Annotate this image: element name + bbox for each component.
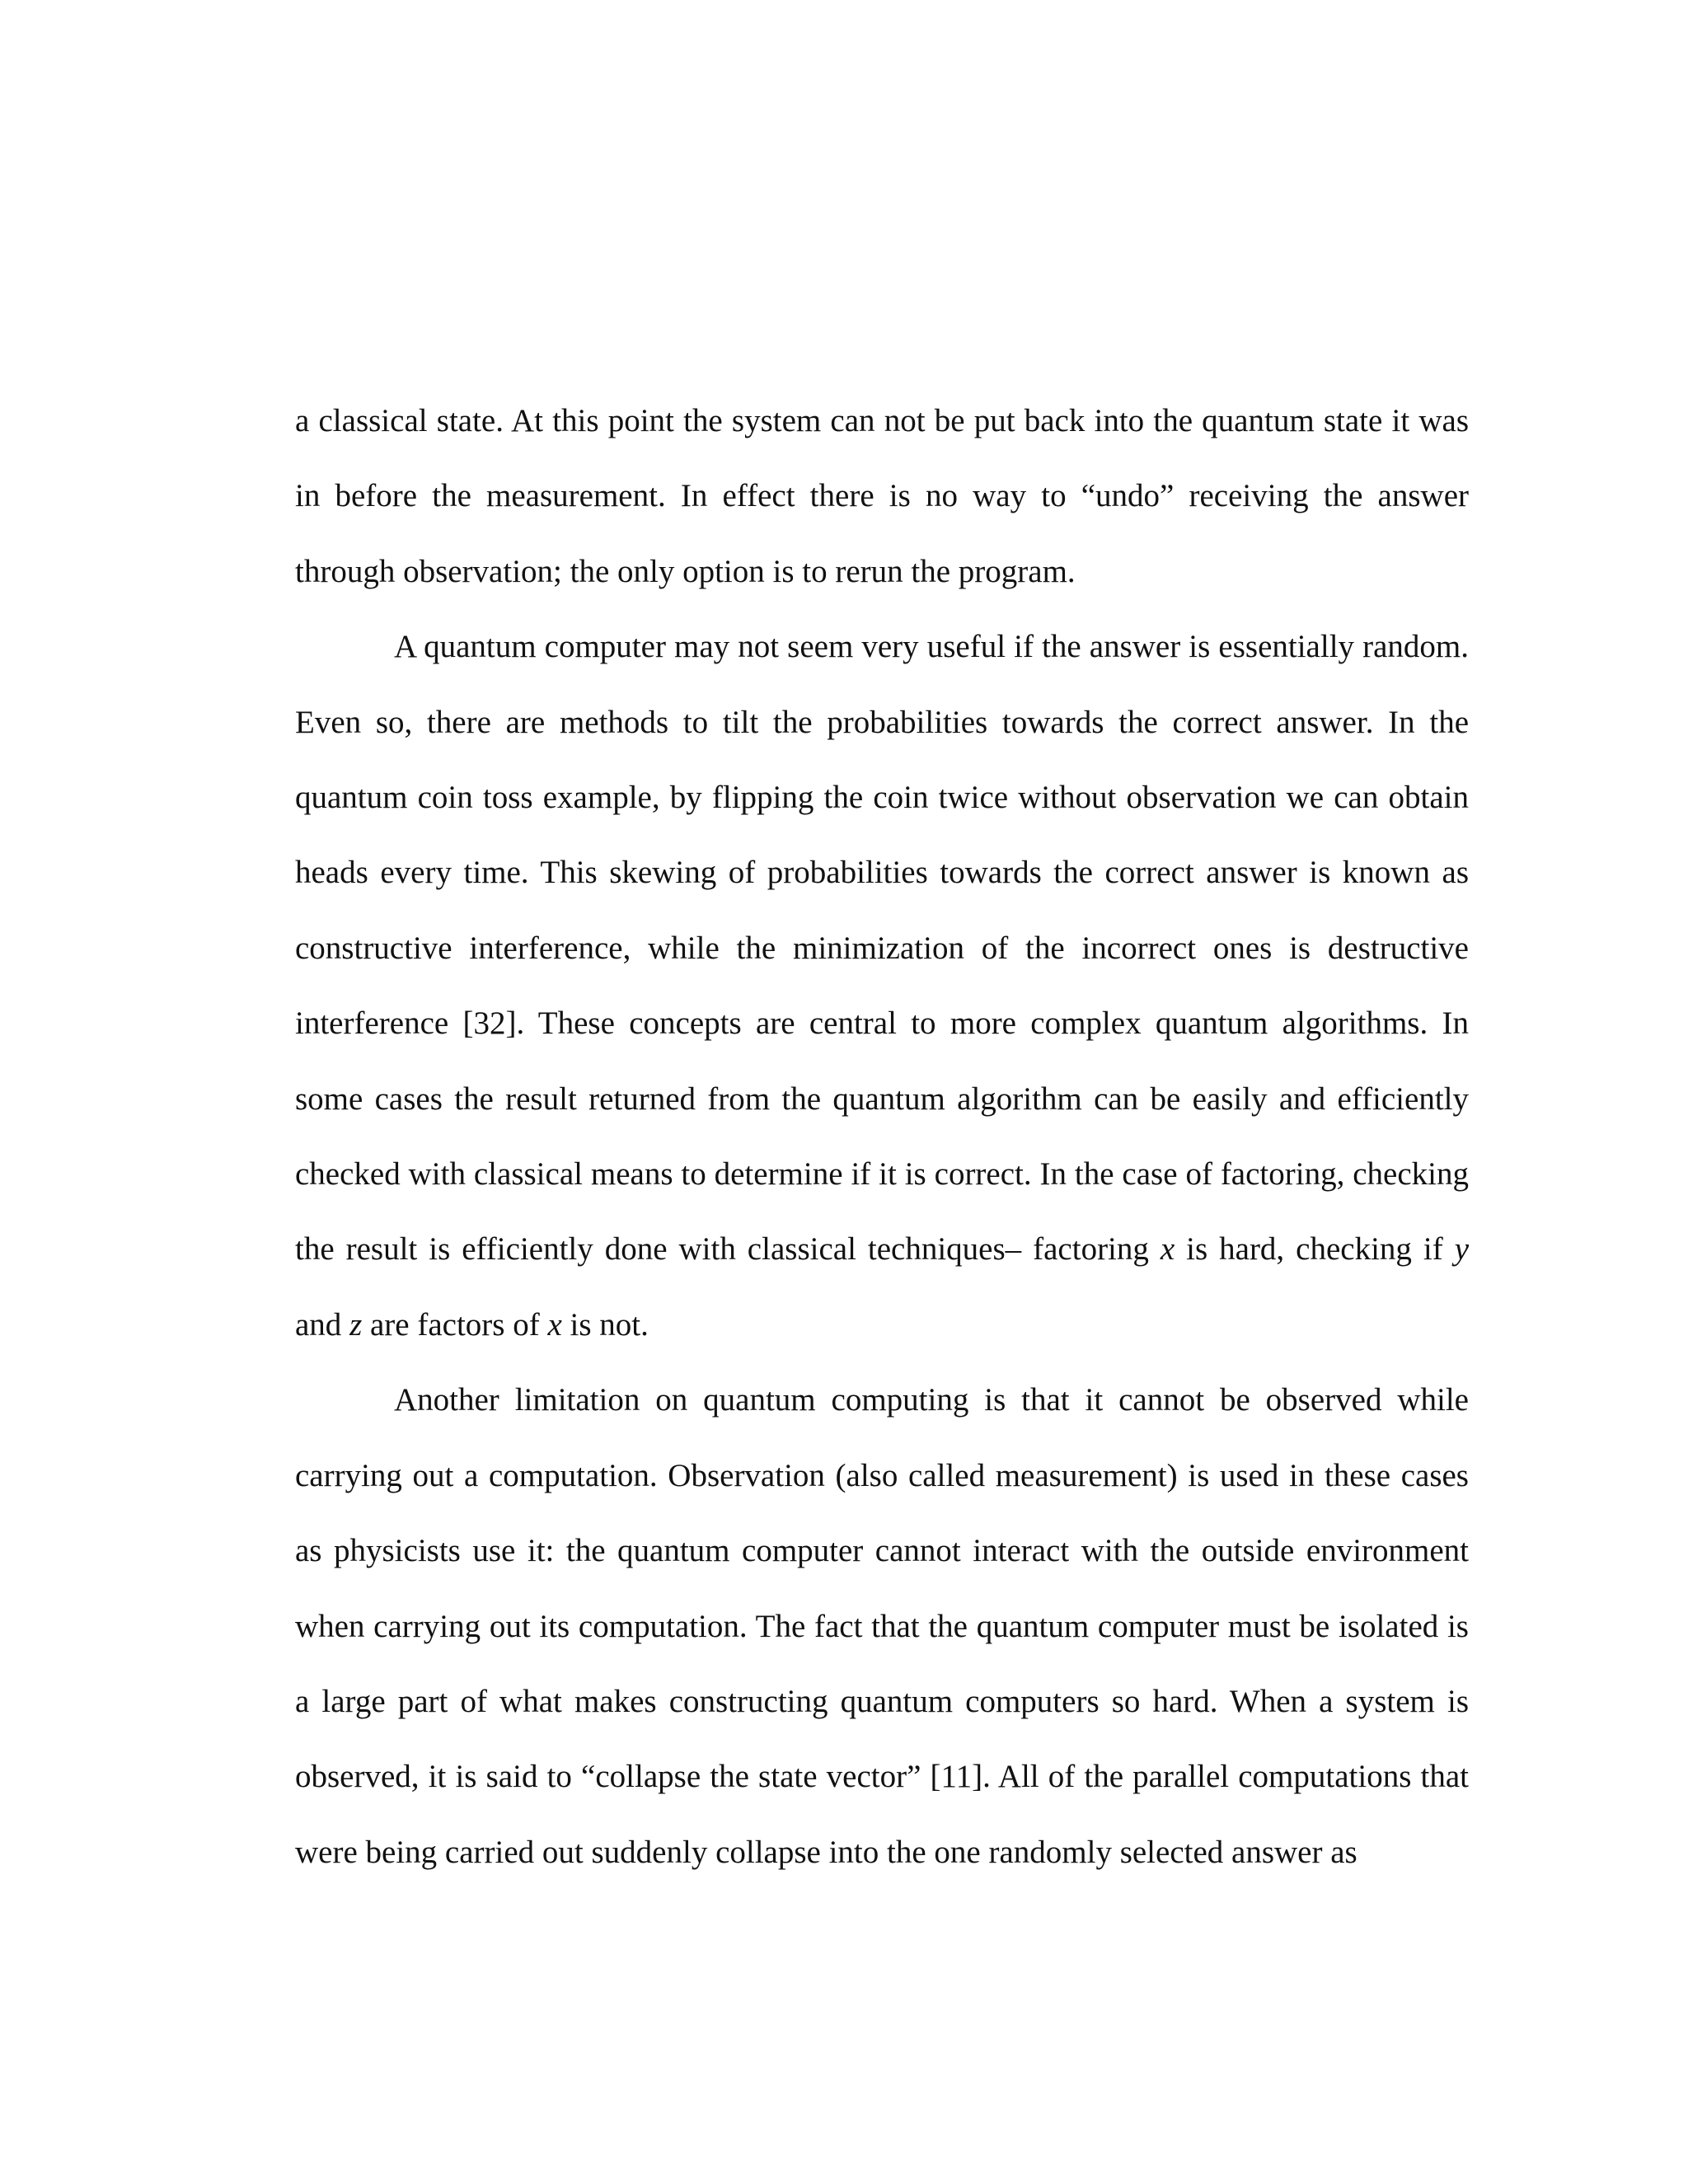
variable-x: x [1160,1231,1175,1268]
variable-y: y [1454,1231,1469,1268]
body-text [295,383,1469,1890]
paragraph-2 [295,609,1469,1362]
paragraph-2-text: A quantum computer may not seem very useful if the answer is essentially random. Even so, there are methods to tilt the probabilities towards the correct answer. In the quantum coin toss example, by flipping the coin twice without observation we can obtain heads every time. This skewing of probabilities towards the correct answer is known as constructive interference, while the minimization of the incorrect ones is destructive interference [32]. These concepts are central to more complex quantum algorithms. In some cases the result returned from the quantum algorithm can be easily and efficiently checked with classical means to determine if it is correct. In the case of factoring, checking the result is efficiently done with classical techniques– factoring [295,629,1469,1268]
variable-z: z [349,1306,363,1343]
paragraph-1 [295,383,1469,609]
paragraph-1-text: a classical state. At this point the system can not be put back into the quantum state it was in before the measurement. In effect there is no way to “undo” receiving the answer through observation; the only option is to rerun the program. [295,403,1469,589]
variable-x: x [547,1306,562,1343]
paragraph-3-text: Another limitation on quantum computing is that it cannot be observed while carrying out a computation. Observation (also called measurement) is used in these cases as physicists use it: the quantum computer cannot interact with the outside environment when carrying out its computation. The fact that the quantum computer must be isolated is a large part of what makes constructing quantum computers so hard. When a system is observed, it is said to “collapse the state vector” [11]. All of the parallel computations that were being carried out suddenly collapse into the one randomly selected answer as [295,1382,1469,1870]
paragraph-2-text: is not. [561,1306,649,1343]
paragraph-2-text: and [295,1306,350,1343]
paragraph-2-text: is hard, checking if [1175,1231,1455,1268]
paragraph-3 [295,1362,1469,1890]
paragraph-2-text: are factors of [362,1306,548,1343]
